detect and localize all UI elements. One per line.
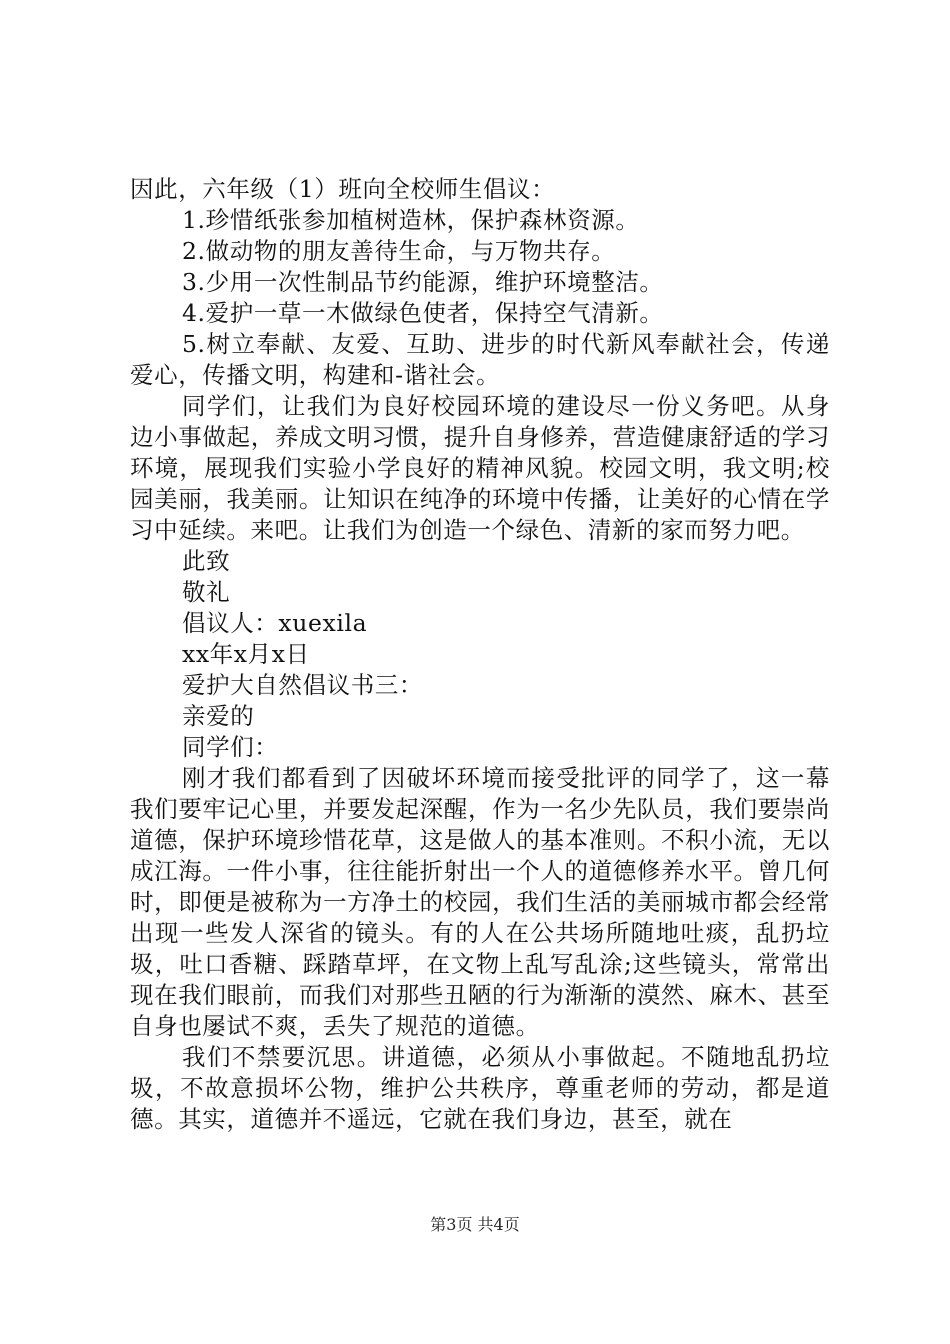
- page-footer: 第3页 共4页: [430, 1215, 520, 1234]
- paragraph: 因此，六年级（1）班向全校师生倡议：: [130, 175, 556, 203]
- closing-line: 此致: [182, 547, 231, 575]
- paragraph: 刚才我们都看到了因破坏环境而接受批评的同学了，这一幕我们要牢记心里，并要发起深醒，作为一名少先队员，我们要崇尚道德，保护环境珍惜花草，这是做人的基本准则。不积小流，无以成江海。一件小事，往往能折射出一个人的道德修养水平。曾几何时，即便是被称为一方净土的校园，我们生活的美丽城市都会经常出现一些发人深省的镜头。有的人在公共场所随地吐痰，乱扔垃圾，吐口香糖、踩踏草坪，在文物上乱写乱涂;这些镜头，常常出现在我们眼前，而我们对那些丑陋的行为渐渐的漠然、麻木、甚至自身也屡试不爽，丢失了规范的道德。: [130, 764, 830, 1040]
- paragraph: 同学们，让我们为良好校园环境的建设尽一份义务吧。从身边小事做起，养成文明习惯，提升自身修养，营造健康舒适的学习环境，展现我们实验小学良好的精神风貌。校园文明，我文明;校园美丽，我美丽。让知识在纯净的环境中传播，让美好的心情在学习中延续。来吧。让我们为创造一个绿色、清新的家而努力吧。: [130, 392, 830, 544]
- paragraph: 我们不禁要沉思。讲道德，必须从小事做起。不随地乱扔垃圾，不故意损坏公物，维护公共秩序，尊重老师的劳动，都是道德。其实，道德并不遥远，它就在我们身边，甚至，就在: [130, 1043, 830, 1133]
- section-title: 爱护大自然倡议书三：: [182, 671, 423, 699]
- greeting-line: 同学们：: [182, 733, 279, 761]
- document-body: [130, 174, 830, 1135]
- list-item: 3.少用一次性制品节约能源，维护环境整洁。: [182, 268, 664, 296]
- list-item: 5.树立奉献、友爱、互助、进步的时代新风奉献社会，传递爱心，传播文明，构建和-谐社会。: [130, 330, 830, 389]
- signature-line: 倡议人：xuexila: [182, 609, 368, 637]
- list-item: 1.珍惜纸张参加植树造林，保护森林资源。: [182, 206, 640, 234]
- list-item: 4.爱护一草一木做绿色使者，保持空气清新。: [182, 299, 664, 327]
- list-item: 2.做动物的朋友善待生命，与万物共存。: [182, 237, 616, 265]
- date-line: xx年x月x日: [182, 640, 310, 668]
- salutation-line: 敬礼: [182, 578, 231, 606]
- greeting-line: 亲爱的: [182, 702, 255, 730]
